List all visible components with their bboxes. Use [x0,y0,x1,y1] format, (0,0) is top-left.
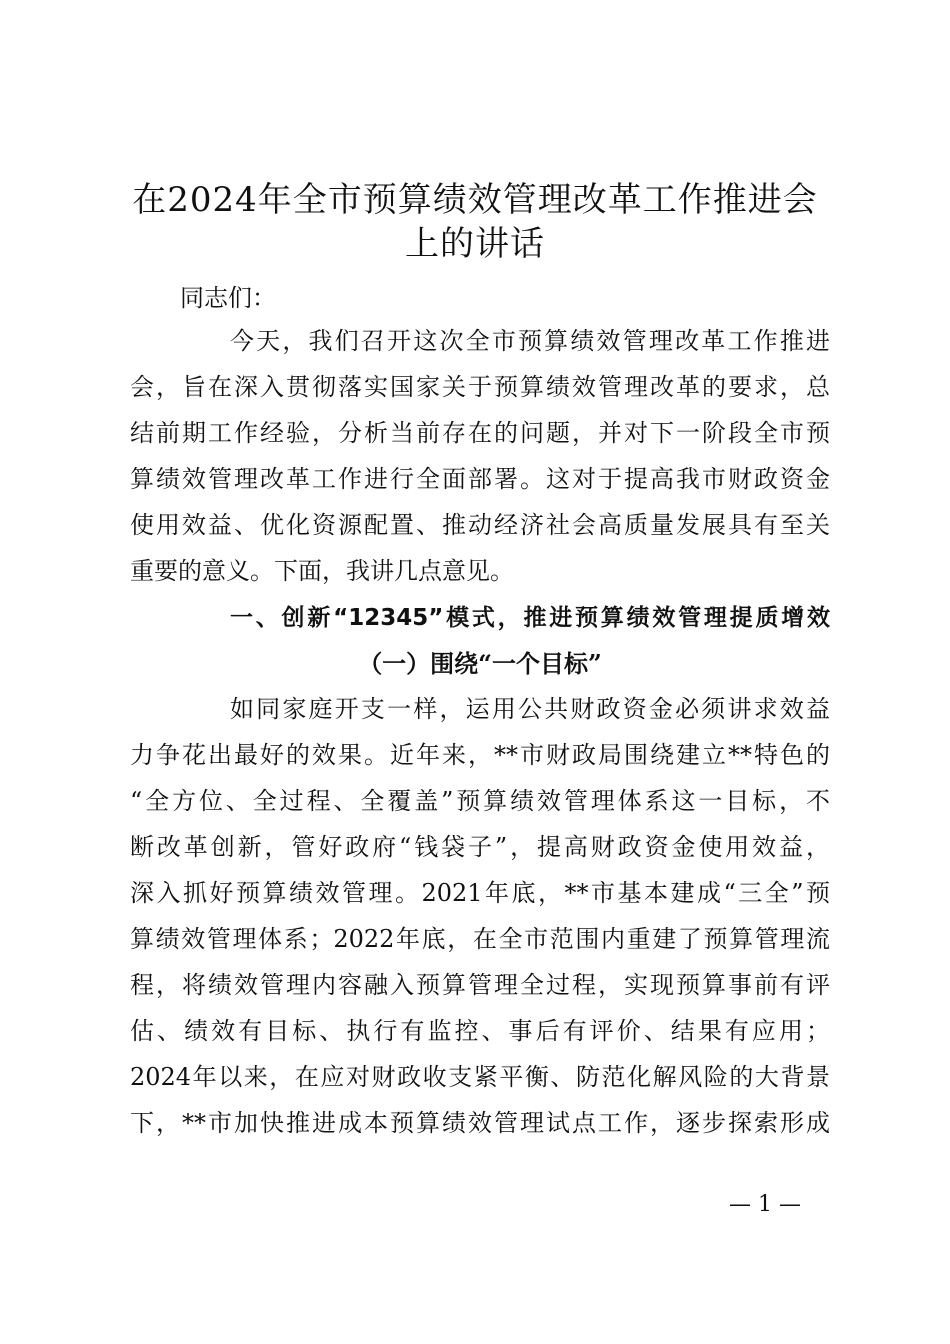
paragraph-line: 算绩效管理体系；2022年底，在全市范围内重建了预算管理流 [130,925,830,953]
subsection-heading-1: （一）围绕“一个目标” [358,649,602,678]
paragraph-line: 2024年以来，在应对财政收支紧平衡、防范化解风险的大背景 [130,1063,830,1091]
paragraph-goal [130,686,830,1146]
page-number: — 1 — [729,1192,801,1217]
paragraph-line: 重要的意义。下面，我讲几点意见。 [130,557,514,585]
document-title-line-2: 上的讲话 [405,224,545,264]
paragraph-opening [130,318,830,594]
paragraph-line: “全方位、全过程、全覆盖”预算绩效管理体系这一目标，不 [130,787,830,815]
paragraph-line: 如同家庭开支一样，运用公共财政资金必须讲求效益 [230,695,830,723]
paragraph-line: 力争花出最好的效果。近年来，**市财政局围绕建立**特色的 [130,741,830,769]
section-heading-1: 一、创新“12345”模式，推进预算绩效管理提质增效 [230,605,830,631]
paragraph-line: 今天，我们召开这次全市预算绩效管理改革工作推进 [230,327,830,355]
paragraph-line: 估、绩效有目标、执行有监控、事后有评价、结果有应用； [130,1017,830,1045]
salutation: 同志们： [180,284,276,312]
document-title-line-1: 在2024年全市预算绩效管理改革工作推进会 [132,180,818,220]
paragraph-line: 算绩效管理改革工作进行全面部署。这对于提高我市财政资金 [130,465,830,493]
paragraph-line: 断改革创新，管好政府“钱袋子”，提高财政资金使用效益， [130,833,830,861]
paragraph-line: 结前期工作经验，分析当前存在的问题，并对下一阶段全市预 [130,419,830,447]
paragraph-line: 深入抓好预算绩效管理。2021年底，**市基本建成“三全”预 [130,879,830,907]
paragraph-line: 会，旨在深入贯彻落实国家关于预算绩效管理改革的要求，总 [130,373,830,401]
paragraph-line: 使用效益、优化资源配置、推动经济社会高质量发展具有至关 [130,511,830,539]
paragraph-line: 程，将绩效管理内容融入预算管理全过程，实现预算事前有评 [130,971,830,999]
paragraph-line: 下，**市加快推进成本预算绩效管理试点工作，逐步探索形成 [130,1109,830,1137]
